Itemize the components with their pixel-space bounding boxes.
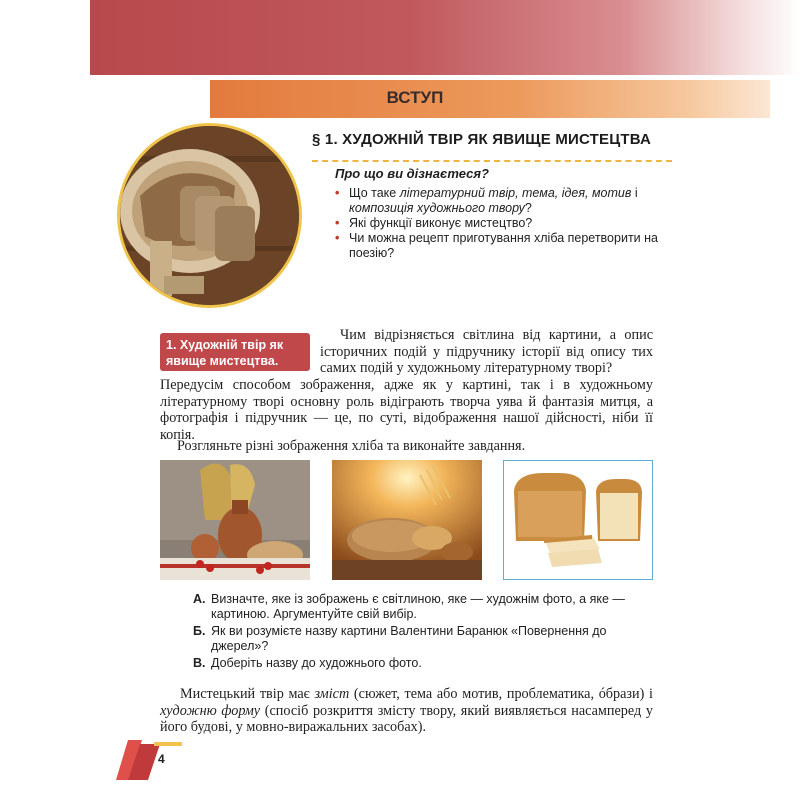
header-band	[90, 0, 800, 75]
bread-photo	[117, 123, 302, 308]
title-divider	[312, 160, 672, 162]
learn-item: • Чи можна рецепт приготування хліба перетворити на поезію?	[335, 231, 665, 261]
task-item: В. Доберіть назву до художнього фото.	[193, 656, 422, 670]
page-number: 4	[158, 752, 165, 766]
footer-decoration	[110, 738, 190, 783]
task-item: Б. Як ви розумієте назву картини Валентини Баранюк «Повернення до джерел»?	[193, 624, 607, 653]
task-list	[195, 592, 655, 673]
paragraph-title: § 1. ХУДОЖНІЙ ТВІР ЯК ЯВИЩЕ МИСТЕЦТВА	[312, 131, 652, 148]
learn-item: • Що таке літературний твір, тема, ідея, мотив і композиція художнього твору?	[335, 186, 665, 216]
learn-heading: Про що ви дізнаєтеся?	[335, 166, 489, 181]
body-paragraph-1: Чим відрізняється світлина від картини, а опис історичних подій у підручнику історії від опису тих самих подій у художньому літературному творі?	[320, 327, 653, 376]
task-item: А. Визначте, яке із зображень є світлиною, яке — художнім фото, а яке — картиною. Аргументуйте свій вибір.	[193, 592, 625, 621]
painting-image	[160, 460, 310, 580]
body-paragraph-1-cont: Передусім способом зображення, адже як у картині, так і в художньому літературному творі основну роль відіграють творча уява й фантазія митця, а фотографія і підручник — це, по суті, відображення нашої дійсності, ніби її копія.	[160, 377, 653, 443]
art-photo-image	[332, 460, 482, 580]
learn-item: • Які функції виконує мистецтво?	[335, 216, 665, 231]
closing-paragraph: Мистецький твір має зміст (сюжет, тема або мотив, проблематика, óбрази) і художню форму (спосіб розкриття змісту твору, який виявляється насамперед у його будові, у мовно-виражальних засобах).	[160, 686, 653, 735]
subsection-label: 1. Художній твір як явище мистецтва.	[160, 333, 310, 371]
body-paragraph-2: Розгляньте різні зображення хліба та виконайте завдання.	[177, 438, 526, 454]
learn-list	[335, 186, 665, 261]
photo-image	[503, 460, 653, 580]
section-title: ВСТУП	[386, 88, 444, 107]
